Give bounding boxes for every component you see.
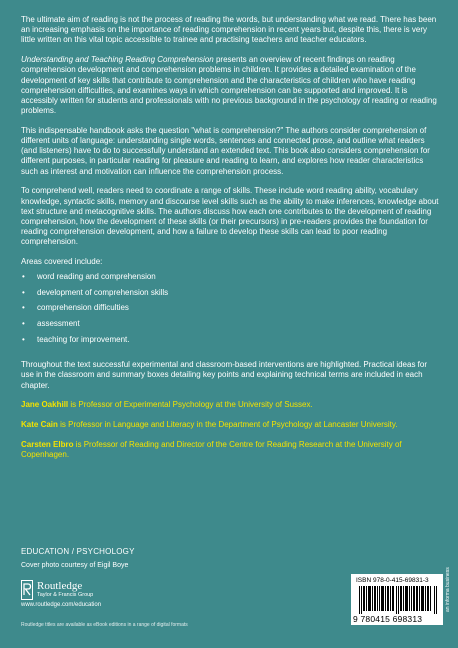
subject-category: EDUCATION / PSYCHOLOGY: [21, 547, 135, 556]
author-bio-cain: Kate Cain is Professor in Language and Literacy in the Department of Psychology at Lancaster University.: [21, 420, 398, 430]
list-item: • comprehension difficulties: [21, 300, 439, 316]
intro-paragraph-2: Understanding and Teaching Reading Comprehension presents an overview of recent findings on reading comprehension development and comprehension problems in children. It provides a detailed examination of the development of key skills that contribute to comprehension and the characteristics of children who have reading comprehension difficulties, and examines ways in which comprehension can be supported and improved. It is accessibly written for students and professionals with no previous background in the psychology of reading or reading problems.: [21, 55, 437, 116]
intro-paragraph-3: This indispensable handbook asks the question "what is comprehension?" The authors consider comprehension of different units of language: understanding single words, sentences and connected prose, and outline what readers (and listeners) have to do to successfully understand an extended text. This book also considers comprehension for different purposes, in particular reading for pleasure and reading to learn, and explores how reader characteristics such as interest and motivation can influence the comprehension process.: [21, 125, 430, 176]
bullet-icon: •: [22, 272, 25, 282]
list-item: • development of comprehension skills: [21, 285, 439, 301]
bullet-icon: •: [22, 319, 25, 329]
cover-credit: Cover photo courtesy of Eigil Boye: [21, 562, 129, 569]
list-item: • word reading and comprehension: [21, 269, 439, 285]
isbn-label: ISBN 978-0-415-69831-3: [356, 577, 429, 584]
book-title: Understanding and Teaching Reading Comprehension: [21, 55, 214, 65]
areas-list: [21, 269, 439, 347]
publisher-group: Taylor & Francis Group: [37, 592, 94, 598]
areas-label: Areas covered include:: [21, 257, 103, 267]
publisher-name: Routledge: [37, 580, 83, 592]
routledge-r-icon: [21, 580, 33, 600]
intro-paragraph-1: The ultimate aim of reading is not the process of reading the words, but understanding what we read. There has been an increasing emphasis on the importance of reading comprehension in recent years but, despite this, there is very little written on this vital topic accessible to trainee and practising teachers and teacher educators.: [21, 15, 437, 45]
barcode-icon: [359, 586, 437, 614]
isbn-barcode: [351, 574, 443, 625]
bullet-icon: •: [22, 287, 25, 297]
publisher-website: www.routledge.com/education: [21, 602, 102, 608]
list-item: • assessment: [21, 316, 439, 332]
informa-tagline: an informa business: [445, 567, 451, 612]
barcode-digits: 9 780415 698313: [353, 614, 423, 624]
list-item: • teaching for improvement.: [21, 332, 439, 348]
bullet-icon: •: [22, 303, 25, 313]
intro-paragraph-4: To comprehend well, readers need to coordinate a range of skills. These include word reading ability, vocabulary knowledge, syntactic skills, memory and discourse level skills such as the ability to make inferences, knowledge about text structure and metacognitive skills. The authors discuss how each one contributes to the development of reading comprehension, how the development of these skills (or their precursors) in pre-readers provides the foundation for reading comprehension development, and how a failure to develop these skills can lead to poor reading comprehension.: [21, 186, 439, 247]
bullet-icon: •: [22, 334, 25, 344]
blurb: [21, 15, 439, 470]
author-bio-elbro: Carsten Elbro is Professor of Reading and Director of the Centre for Reading Research at the University of Copenhagen.: [21, 439, 402, 459]
ebook-footnote: Routledge titles are available as eBook editions in a range of digital formats: [21, 622, 188, 628]
author-bio-oakhill: Jane Oakhill is Professor of Experimental Psychology at the University of Sussex.: [21, 400, 313, 410]
closing-paragraph: Throughout the text successful experimental and classroom-based interventions are highlighted. Practical ideas for use in the classroom and summary boxes detailing key points and explaining technical terms are included in each chapter.: [21, 360, 427, 390]
